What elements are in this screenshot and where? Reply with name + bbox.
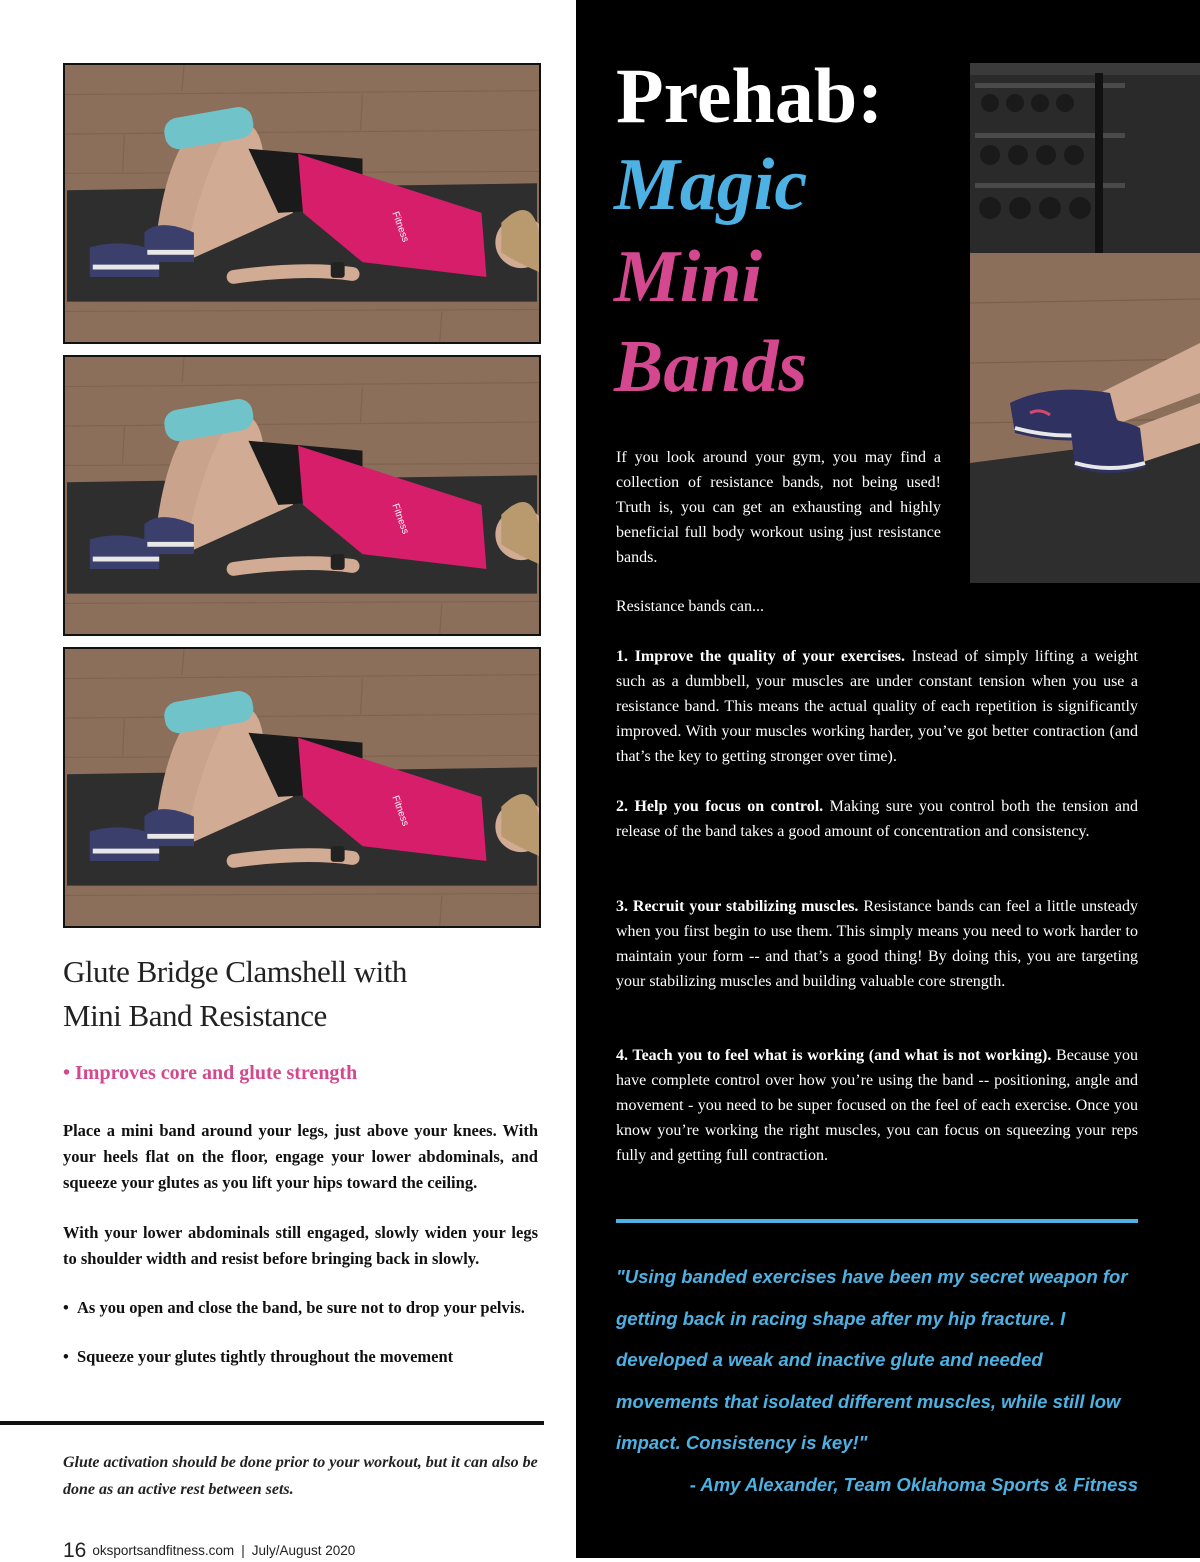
tips-list [63,1295,538,1393]
divider-right [616,1219,1138,1223]
exercise-title-line1: Glute Bridge Clamshell with [63,954,407,989]
side-photo-sneakers [970,63,1200,583]
tip-item: • As you open and close the band, be sure not to drop your pelvis. [63,1298,525,1317]
point-heading: 2. Help you focus on control. [616,798,824,815]
benefit-point-3 [616,894,1138,994]
footer-issue: July/August 2020 [251,1543,356,1558]
point-body: Instead of simply lifting a weight such as a dumbbell, your muscles are under constant tension when you use a resistance band. This means the actual quality of each repetition is significantly improved. With your muscles working harder, you’ve got better contraction (and that’s the key to getting stronger over time). [616,648,1138,765]
pull-quote: "Using banded exercises have been my secret weapon for getting back in racing shape after my hip fracture. I developed a weak and inactive glute and needed movements that isolated different muscles, while still low impact. Consistency is key!" [616,1266,1128,1453]
exercise-title-line2: Mini Band Resistance [63,998,327,1033]
glute-bridge-photo-3 [63,647,541,928]
benefit-line: • Improves core and glute strength [63,1062,358,1084]
tip-item: • Squeeze your glutes tightly throughout the movement [63,1347,454,1366]
footer-site: oksportsandfitness.com [92,1543,235,1558]
page-number: 16 [63,1539,87,1562]
point-body: Because you have complete control over how you’re using the band -- positioning, angle and movement - you need to be super focused on the feel of each exercise. Once you know you’re working the right muscles, you can focus on squeezing your reps fully and getting full contraction. [616,1047,1138,1164]
point-body: Making sure you control both the tension and release of the band takes a good amount of concentration and consistency. [616,798,1139,840]
page-footer [63,1537,355,1561]
footer-separator: | [241,1543,245,1558]
instruction-paragraph-1: Place a mini band around your legs, just above your knees. With your heels flat on the floor, engage your lower abdominals, and squeeze your glutes as you lift your hips toward the ceiling. [63,1121,538,1192]
lead-sentence: Resistance bands can... [616,598,764,615]
quote-attribution: - Amy Alexander, Team Oklahoma Sports & Fitness [689,1474,1138,1495]
benefit-point-4 [616,1043,1138,1168]
benefit-point-2 [616,794,1138,844]
article-title: Prehab: [616,52,884,139]
point-body: Resistance bands can feel a little unsteady when you first begin to use them. This simply means you need to work harder to maintain your form -- and that’s a good thing! By doing this, you are targeting your stabilizing muscles and building valuable core strength. [616,898,1139,990]
point-heading: 1. Improve the quality of your exercises. [616,648,905,665]
benefit-point-1 [616,644,1138,769]
exercise-title [63,950,543,1038]
divider-left [0,1421,544,1425]
activation-note: Glute activation should be done prior to your workout, but it can also be done as an active rest between sets. [63,1454,538,1498]
glute-bridge-photo-2 [63,355,541,636]
article-subtitle-magic: Magic [614,144,808,226]
glute-bridge-photo-1 [63,63,541,344]
intro-paragraph: If you look around your gym, you may find a collection of resistance bands, not being used! Truth is, you can get an exhausting and highly beneficial full body workout using just resistance bands. [616,449,941,566]
tip-text: Squeeze your glutes tightly throughout the movement [77,1347,454,1366]
tip-text: As you open and close the band, be sure not to drop your pelvis. [77,1298,525,1317]
article-subtitle-bands: Bands [614,326,808,408]
point-heading: 4. Teach you to feel what is working (and what is not working). [616,1047,1052,1064]
instruction-paragraph-2: With your lower abdominals still engaged, slowly widen your legs to shoulder width and resist before bringing back in slowly. [63,1223,538,1268]
article-subtitle-mini: Mini [614,236,763,318]
point-heading: 3. Recruit your stabilizing muscles. [616,898,859,915]
